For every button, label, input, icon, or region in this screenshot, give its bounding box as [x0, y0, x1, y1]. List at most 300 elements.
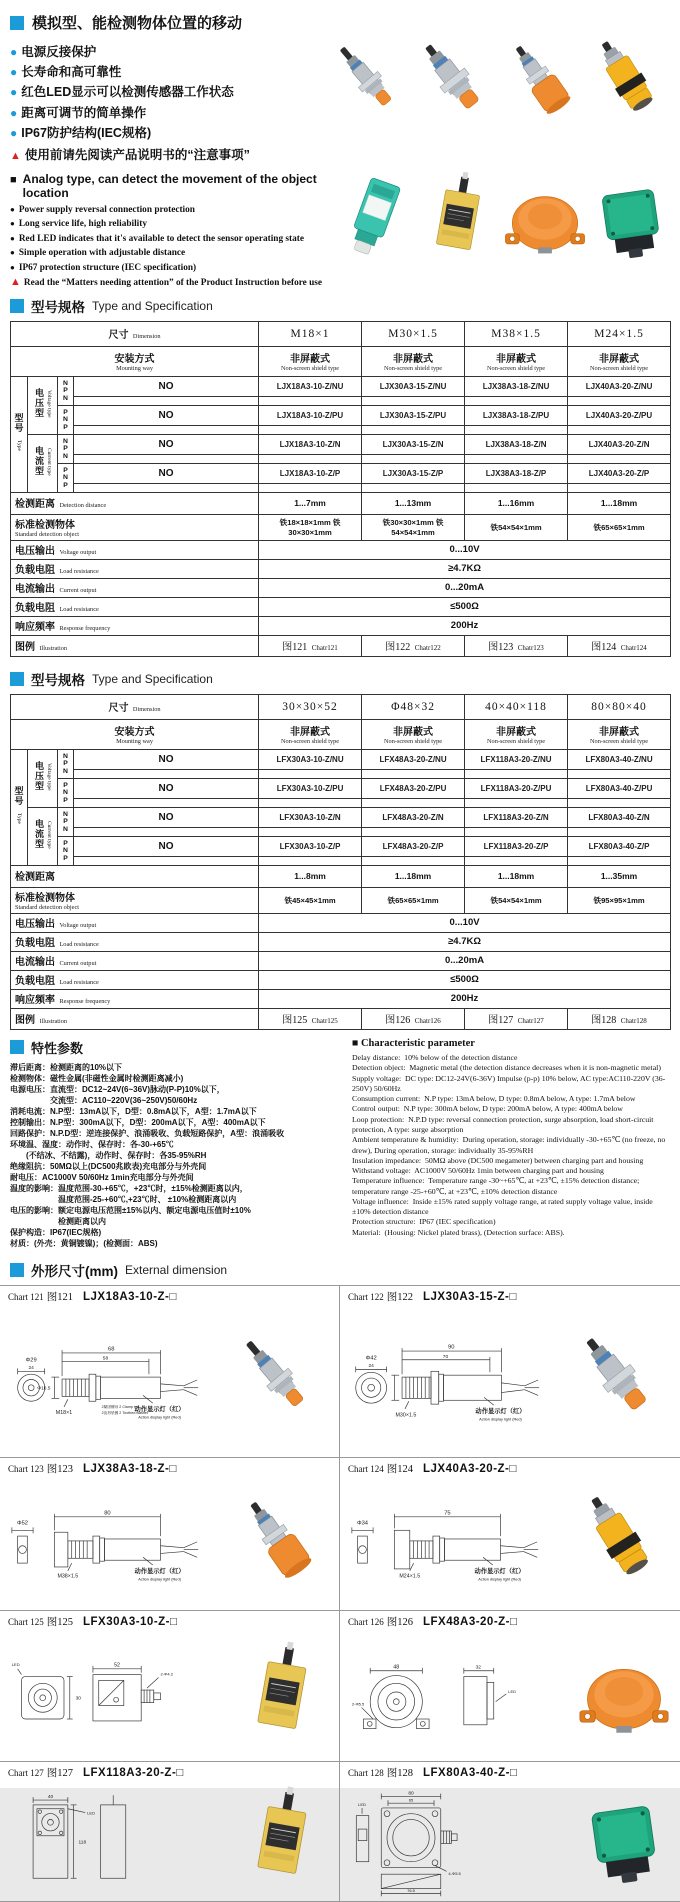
polarity-letter: N	[63, 380, 68, 388]
list-item	[10, 82, 328, 102]
model-cell: LJX18A3-10-Z/PU	[259, 405, 362, 425]
polarity-letter: N	[63, 416, 68, 424]
fig-en: Chatr125	[311, 1016, 338, 1025]
empty-cell	[568, 856, 671, 865]
object-value-cell: 铁54×54×1mm	[465, 514, 568, 540]
object-label-cell	[11, 887, 259, 913]
param-line: 绝缘阻抗：50MΩ以上(DC500兆欧表)充电部分与外壳间	[10, 1162, 207, 1172]
empty-cell	[74, 454, 259, 463]
indicator-note-en: Action display light (Red)	[479, 1417, 522, 1422]
fig-en: Chatr128	[620, 1016, 647, 1025]
object-value-cell: 铁65×65×1mm	[362, 887, 465, 913]
empty-cell	[465, 856, 568, 865]
polarity-letter: P	[63, 840, 68, 848]
chart-label-en: Chart 126	[348, 1616, 384, 1627]
product-photo-124	[576, 1482, 672, 1603]
param-line: Insulation impedance: 50MΩ above (DC500 megameter) between charging part and housing	[352, 1155, 644, 1165]
detection-label-cell	[11, 865, 259, 887]
chart-label-en: Chart 121	[8, 1291, 44, 1302]
chart-label-cn: 图128	[386, 1767, 413, 1779]
dim-value-cell: M30×1.5	[362, 321, 465, 346]
dim-label: Φ52	[16, 1520, 29, 1527]
polarity-letter: N	[63, 753, 68, 761]
led-label: LED	[11, 1662, 20, 1668]
chart-label-en: Chart 125	[8, 1616, 44, 1627]
model-cell: LJX40A3-20-Z/P	[568, 463, 671, 483]
indicator-note-cn: 动作显示灯（红）	[134, 1405, 185, 1413]
dim-label: 65	[408, 1797, 414, 1803]
product-photo-orange-disc	[502, 167, 588, 271]
bullet-icon: ●	[10, 45, 18, 59]
feature-text: 电源反接保护	[21, 45, 97, 59]
section-header-spec-1	[10, 296, 670, 316]
chart-label-en: Chart 127	[8, 1767, 44, 1778]
model-cell: LFX48A3-20-Z/N	[362, 807, 465, 827]
shield-cn: 非屏蔽式	[496, 354, 537, 366]
label-cn: 电压输出	[15, 545, 55, 557]
chart-model: LJX40A3-20-Z-□	[423, 1462, 517, 1475]
label-en: Voltage type	[46, 390, 52, 418]
section-title-cn: 型号规格	[31, 672, 85, 688]
empty-cell	[74, 856, 259, 865]
label-cn: 检测距离	[15, 499, 55, 511]
led-label: LED	[358, 1801, 366, 1807]
pnp-cell	[58, 836, 74, 865]
object-label-cell	[11, 514, 259, 540]
current-output-value-cell: 0...20mA	[259, 951, 671, 970]
bullet-icon: ●	[10, 85, 18, 100]
illustration-value-cell	[465, 1008, 568, 1029]
chart-label-cn: 图123	[46, 1463, 73, 1475]
panel-header	[8, 1614, 335, 1630]
param-line: 检测物体：磁性金属(非磁性金属时检测距离减小)	[10, 1074, 184, 1083]
label-en: Voltage output	[59, 548, 97, 556]
dim-label: 76.5	[407, 1887, 415, 1893]
en-title-text: Analog type, can detect the movement of the object location	[22, 171, 317, 200]
mount-value-cell	[465, 346, 568, 376]
panel-header	[348, 1289, 676, 1305]
cn-feature-list	[10, 42, 328, 143]
npn-cell	[58, 434, 74, 463]
voltage-type-cell	[28, 376, 58, 434]
shield-en: Non-screen shield type	[590, 365, 649, 373]
bullet-icon: ●	[10, 204, 15, 214]
param-line: Temperature influence: Temperature range -30~+65℃, at +23℃, ±15% detection distance; temperature range -25-+60℃, at +23℃, ±10% detection distance	[352, 1176, 642, 1196]
characteristic-parameters-section	[0, 1030, 680, 1252]
model-cell: LFX30A3-10-Z/NU	[259, 749, 362, 769]
param-line: Voltage influence: Inside ±15% rated supply voltage range, at rated supply voltage value, inside ±10% detection distance	[352, 1196, 655, 1217]
product-photo-yellow-cylinder	[588, 30, 674, 134]
product-photo-m38-orange-head	[502, 30, 588, 134]
product-photo-127	[235, 1785, 331, 1894]
product-photo-122	[576, 1311, 672, 1449]
label-cn: 电压输出	[15, 918, 55, 930]
label-en: Current type	[46, 821, 52, 849]
product-photo-126	[576, 1635, 672, 1754]
fig-cn: 图121	[282, 641, 308, 653]
param-line: 耐电压：AC1000V 50/60Hz 1min充电部分与外壳间	[10, 1173, 194, 1183]
bullet-icon: ●	[10, 125, 18, 140]
empty-cell	[259, 454, 362, 463]
voltage-output-label-cell	[11, 540, 259, 559]
detection-value-cell: 1...7mm	[259, 492, 362, 514]
indicator-note-cn: 动作显示灯（红）	[134, 1567, 185, 1575]
intro-section	[0, 0, 680, 288]
params-cn-column	[10, 1038, 340, 1250]
indicator-note-cn: 动作显示灯（红）	[475, 1407, 526, 1415]
response-frequency-label-cell	[11, 989, 259, 1008]
dim-label: 48	[393, 1664, 400, 1671]
empty-cell	[568, 454, 671, 463]
model-cell: LFX118A3-20-Z/N	[465, 807, 568, 827]
feature-text: 长寿命和高可靠性	[21, 65, 122, 80]
voltage-output-label-cell	[11, 913, 259, 932]
label-en: Load resistance	[59, 978, 99, 986]
dim-header-cell	[11, 321, 259, 346]
response-frequency-value-cell: 200Hz	[259, 616, 671, 635]
chart-label-cn: 图127	[46, 1767, 73, 1779]
black-square-icon: ■	[10, 173, 17, 186]
model-cell: LFX30A3-10-Z/N	[259, 807, 362, 827]
product-photo-128	[576, 1785, 672, 1894]
model-cell: LJX30A3-15-Z/N	[362, 434, 465, 454]
illustration-value-cell	[362, 635, 465, 656]
label-en: Load resistance	[59, 567, 99, 575]
chart-label-en: Chart 128	[348, 1767, 384, 1778]
param-line: Protection structure: IP67 (IEC specification)	[352, 1217, 496, 1227]
empty-cell	[74, 769, 259, 778]
label-cn: 安装方式	[114, 727, 155, 739]
panel-body	[348, 1781, 676, 1899]
feature-text: Simple operation with adjustable distance	[18, 248, 186, 259]
label-cn: 尺寸	[108, 329, 129, 341]
mount-value-cell	[568, 346, 671, 376]
label-en: Detection distance	[59, 502, 107, 510]
chart-model: LFX30A3-10-Z-□	[83, 1615, 178, 1628]
dimension-drawing-123	[8, 1479, 230, 1605]
model-cell: LFX48A3-20-Z/PU	[362, 778, 465, 798]
param-line: 回路保护：N.P.D型：逆连接保护、浪涌吸收、负载短路保护，A型：浪涌吸收	[10, 1129, 285, 1139]
polarity-letter: P	[63, 387, 68, 395]
label-en: Standard detection object	[15, 904, 79, 912]
fig-cn: 图124	[591, 641, 617, 653]
detection-value-cell: 1...16mm	[465, 492, 568, 514]
chart-panel-123	[0, 1458, 340, 1611]
dim-label: 24	[368, 1363, 374, 1369]
label-cn: 型号	[13, 785, 24, 806]
panel-body	[8, 1630, 335, 1759]
param-line: Control output: N.P type: 300mA below, D type: 200mA below, A type: 400mA below	[352, 1104, 623, 1114]
empty-cell	[362, 856, 465, 865]
list-item	[10, 232, 328, 246]
label-cn: 安装方式	[114, 354, 155, 366]
polarity-letter: N	[63, 394, 68, 402]
object-value-cell: 铁65×65×1mm	[568, 514, 671, 540]
param-line: Loop protection: N.P.D type: reversal connection protection, surge absorption, load short-circuit protection, A type: surge absorption	[352, 1114, 656, 1134]
model-cell: LFX118A3-20-Z/NU	[465, 749, 568, 769]
empty-cell	[74, 483, 259, 492]
current-type-cell	[28, 807, 58, 865]
polarity-letter: P	[63, 481, 68, 489]
response-frequency-label-cell	[11, 616, 259, 635]
chart-model: LJX18A3-10-Z-□	[83, 1290, 177, 1303]
dim-label: 58	[102, 1356, 109, 1362]
label-en: Dimension	[132, 332, 161, 340]
panel-header	[8, 1289, 335, 1305]
list-item	[10, 261, 328, 275]
feature-text: Power supply reversal connection protection	[18, 204, 195, 215]
bullet-icon: ●	[10, 105, 18, 120]
en-feature-list	[10, 203, 328, 275]
dim-header-cell	[11, 694, 259, 719]
param-line: 环境温、湿度：动作时、保存时：各-30-+65℃	[10, 1140, 174, 1150]
no-cell: NO	[74, 376, 259, 396]
fig-cn: 图128	[591, 1014, 617, 1026]
empty-cell	[362, 454, 465, 463]
model-cell: LJX18A3-10-Z/N	[259, 434, 362, 454]
section-title-en: External dimension	[125, 1262, 228, 1277]
object-value-cell: 铁18×18×1mm 铁30×30×1mm	[259, 514, 362, 540]
warning-triangle-icon: ▲	[10, 275, 21, 288]
polarity-letter: N	[63, 438, 68, 446]
dimension-drawing-127	[8, 1783, 230, 1896]
label-cn: 负载电阻	[15, 975, 55, 987]
label-en: Type	[16, 440, 22, 451]
chart-model: LFX80A3-40-Z-□	[423, 1766, 518, 1779]
dim-value-cell: M38×1.5	[465, 321, 568, 346]
model-cell: LJX38A3-18-Z/NU	[465, 376, 568, 396]
label-cn: 图例	[15, 641, 35, 653]
no-cell: NO	[74, 749, 259, 769]
dim-value-cell: 30×30×52	[259, 694, 362, 719]
voltage-type-cell	[28, 749, 58, 807]
param-line: 电压的影响：额定电源电压范围±15%以内、额定电源电压值时±10%	[10, 1206, 251, 1216]
blue-square-icon	[10, 299, 24, 313]
param-line: Supply voltage: DC type: DC12-24V(6-36V) Impulse (p-p) 10% below, AC type:AC110-220V (36-250V) 50/60Hz	[352, 1073, 666, 1093]
label-cn: 检测距离	[15, 872, 55, 884]
param-line: Delay distance: 10% below of the detection distance	[352, 1052, 518, 1062]
dimension-drawing-126	[348, 1632, 570, 1756]
product-photo-green-square	[588, 167, 674, 271]
detection-value-cell: 1...35mm	[568, 865, 671, 887]
no-cell: NO	[74, 405, 259, 425]
empty-cell	[568, 798, 671, 807]
detection-value-cell: 1...18mm	[465, 865, 568, 887]
chart-panel-128	[340, 1762, 680, 1902]
bullet-icon: ●	[10, 262, 15, 272]
label-en: Load resistance	[59, 940, 99, 948]
no-cell: NO	[74, 434, 259, 454]
illustration-value-cell	[568, 635, 671, 656]
model-cell: LJX18A3-10-Z/P	[259, 463, 362, 483]
feature-text: Red LED indicates that it's available to detect the sensor operating state	[18, 233, 305, 244]
bullet-icon: ●	[10, 65, 18, 80]
empty-cell	[362, 396, 465, 405]
label-en: Current output	[59, 586, 97, 594]
param-line: 温度范围-25-+60℃,+23℃时、 ±10%检测距离以内	[10, 1195, 237, 1205]
illustration-value-cell	[362, 1008, 465, 1029]
detection-value-cell: 1...18mm	[362, 865, 465, 887]
panel-body	[348, 1630, 676, 1759]
label-cn: 响应频率	[15, 994, 55, 1006]
product-photo-teal-block	[330, 167, 416, 271]
mount-value-cell	[259, 346, 362, 376]
product-photo-121	[235, 1311, 331, 1449]
en-warning	[10, 276, 328, 288]
model-cell: LFX30A3-10-Z/PU	[259, 778, 362, 798]
polarity-letter: P	[63, 854, 68, 862]
dim-label: Φ34	[356, 1520, 369, 1527]
params-en-column	[352, 1038, 670, 1250]
feature-text: IP67防护结构(IEC规格)	[21, 125, 152, 140]
bullet-icon: ●	[10, 219, 15, 229]
object-value-cell: 铁95×95×1mm	[568, 887, 671, 913]
chart-model: LJX30A3-15-Z-□	[423, 1290, 517, 1303]
load-resistance-label-cell	[11, 970, 259, 989]
model-cell: LJX18A3-10-Z/NU	[259, 376, 362, 396]
polarity-letter: N	[63, 474, 68, 482]
dimension-drawing-122	[348, 1308, 570, 1452]
dim-note: 2紧固螺母 2 Clamp nut	[101, 1404, 140, 1409]
dim-label: M38×1.5	[57, 1573, 79, 1580]
detection-value-cell: 1...8mm	[259, 865, 362, 887]
shield-cn: 非屏蔽式	[393, 727, 434, 739]
empty-cell	[568, 483, 671, 492]
panel-body	[348, 1477, 676, 1608]
shield-cn: 非屏蔽式	[393, 354, 434, 366]
polarity-letter: N	[63, 789, 68, 797]
empty-cell	[362, 827, 465, 836]
load-resistance-value-cell: ≥4.7KΩ	[259, 559, 671, 578]
label-cn: 电流输出	[15, 583, 55, 595]
panel-header	[8, 1461, 335, 1477]
shield-cn: 非屏蔽式	[290, 727, 331, 739]
feature-text: 红色LED显示可以检测传感器工作状态	[21, 85, 234, 100]
fig-cn: 图122	[385, 641, 411, 653]
current-output-label-cell	[11, 578, 259, 597]
param-line: 电源电压：直流型：DC12~24V(6~36V)脉动(P-P)10%以下，	[10, 1085, 225, 1095]
intro-text	[10, 6, 328, 288]
mount-value-cell	[465, 719, 568, 749]
load-resistance-value-cell: ≤500Ω	[259, 597, 671, 616]
model-cell: LJX38A3-18-Z/PU	[465, 405, 568, 425]
polarity-letter: P	[63, 423, 68, 431]
load-resistance-value-cell: ≥4.7KΩ	[259, 932, 671, 951]
chart-panel-122	[340, 1286, 680, 1458]
panel-header	[8, 1765, 335, 1781]
empty-cell	[465, 798, 568, 807]
empty-cell	[74, 827, 259, 836]
param-line: 温度的影响：温度范围-30-+65℃，+23℃时，±15%检测距离以内，	[10, 1184, 248, 1194]
cn-warning	[10, 145, 328, 163]
section-title-cn: 外形尺寸(mm)	[31, 1263, 118, 1279]
shield-cn: 非屏蔽式	[599, 727, 640, 739]
chart-label-cn: 图124	[386, 1463, 413, 1475]
fig-en: Chatr123	[517, 643, 544, 652]
chart-label-cn: 图122	[386, 1291, 413, 1303]
product-photo-125	[235, 1635, 331, 1754]
page-title	[10, 12, 328, 33]
section-title-en: Type and Specification	[92, 671, 213, 686]
indicator-note-cn: 动作显示灯（红）	[474, 1567, 525, 1575]
mount-header-cell	[11, 346, 259, 376]
label-en: Voltage type	[46, 763, 52, 791]
blue-square-icon	[10, 16, 24, 30]
empty-cell	[259, 483, 362, 492]
polarity-letter: P	[63, 818, 68, 826]
empty-cell	[259, 396, 362, 405]
feature-text: Long service life, high reliability	[18, 219, 148, 230]
fig-en: Chatr124	[620, 643, 647, 652]
shield-en: Non-screen shield type	[384, 738, 443, 746]
chart-panel-121	[0, 1286, 340, 1458]
chart-label-en: Chart 122	[348, 1291, 384, 1302]
empty-cell	[465, 827, 568, 836]
led-label: LED	[87, 1810, 96, 1816]
label-en: Mounting way	[116, 365, 153, 373]
polarity-letter: N	[63, 811, 68, 819]
current-type-cell	[28, 434, 58, 492]
shield-en: Non-screen shield type	[384, 365, 443, 373]
param-line: Ambient temperature & humidity: During operation, storage: individually -30-+65℃ (no freeze, no drew), During operation, storage: individually 35-95%RH	[352, 1135, 668, 1155]
product-photo-m18-cylinder	[330, 30, 416, 134]
dim-label: 80	[408, 1791, 414, 1797]
model-cell: LFX118A3-20-Z/PU	[465, 778, 568, 798]
fig-en: Chatr121	[311, 643, 338, 652]
mount-value-cell	[362, 719, 465, 749]
fig-cn: 图127	[488, 1014, 514, 1026]
chart-panel-126	[340, 1611, 680, 1762]
list-item	[10, 42, 328, 62]
type-header-cell	[11, 376, 28, 492]
polarity-letter: P	[63, 796, 68, 804]
label-en: Voltage output	[59, 921, 97, 929]
dimension-drawing-121	[8, 1308, 230, 1452]
dim-label: 32	[475, 1665, 481, 1671]
bullet-icon: ●	[10, 248, 15, 258]
product-photo-m30-cylinder	[416, 30, 502, 134]
fig-cn: 图126	[385, 1014, 411, 1026]
empty-cell	[259, 827, 362, 836]
dim-label: 68	[108, 1346, 115, 1353]
chart-panel-125	[0, 1611, 340, 1762]
mount-value-cell	[362, 346, 465, 376]
empty-cell	[465, 769, 568, 778]
dim-label: 40	[47, 1794, 54, 1800]
empty-cell	[568, 827, 671, 836]
shield-en: Non-screen shield type	[590, 738, 649, 746]
section-header-spec-2	[10, 669, 670, 689]
chart-panel-127	[0, 1762, 340, 1902]
chart-model: LFX48A3-20-Z-□	[423, 1615, 518, 1628]
empty-cell	[74, 798, 259, 807]
shield-cn: 非屏蔽式	[496, 727, 537, 739]
empty-cell	[74, 425, 259, 434]
dim-label: 24	[28, 1365, 34, 1371]
detection-value-cell: 1...13mm	[362, 492, 465, 514]
indicator-note-en: Action display light (Red)	[138, 1415, 181, 1420]
empty-cell	[259, 856, 362, 865]
chart-label-en: Chart 124	[348, 1463, 384, 1474]
response-frequency-value-cell: 200Hz	[259, 989, 671, 1008]
model-cell: LJX30A3-15-Z/PU	[362, 405, 465, 425]
param-line: 保护构造：IP67(IEC规格)	[10, 1228, 102, 1238]
indicator-note-en: Action display light (Red)	[138, 1577, 181, 1582]
label-cn: 标准检测物体	[15, 893, 75, 905]
warning-triangle-icon: ▲	[10, 149, 21, 162]
product-photo-123	[235, 1482, 331, 1603]
dim-value-cell: Φ48×32	[362, 694, 465, 719]
